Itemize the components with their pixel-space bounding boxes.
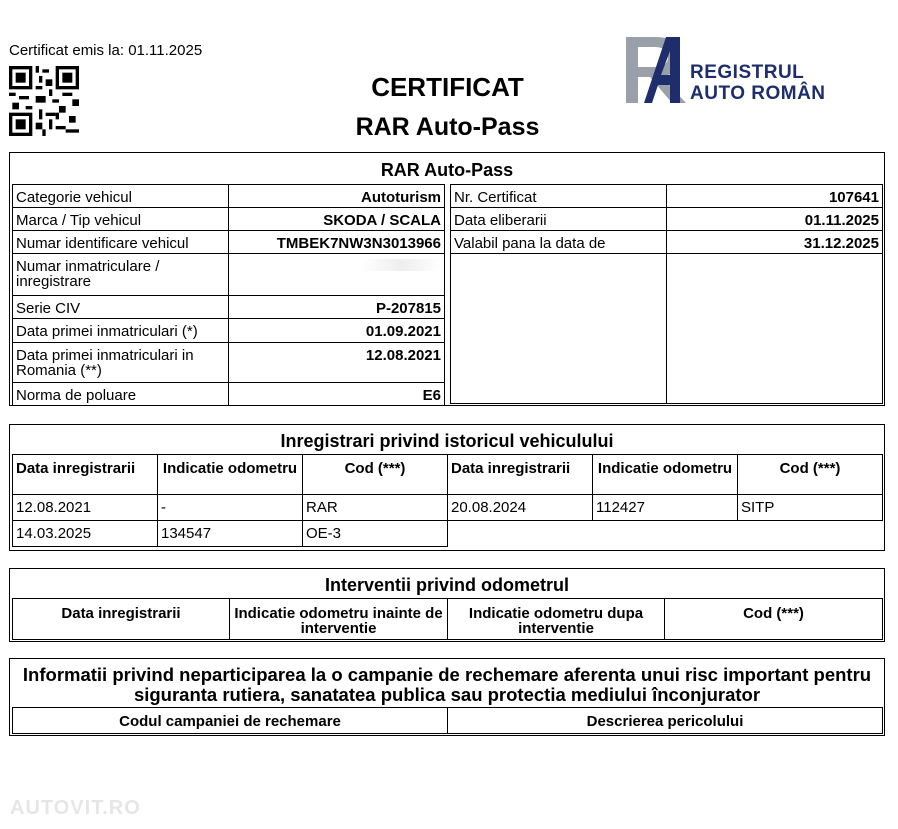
- certificate-title: CERTIFICAT: [371, 72, 524, 102]
- table-row: [13, 343, 445, 383]
- entry-code: SITP: [738, 495, 883, 521]
- table-row: [13, 383, 445, 406]
- col-header-campaign-code: Codul campaniei de rechemare: [13, 708, 448, 734]
- table-row: [13, 185, 445, 208]
- table-row: [13, 521, 883, 547]
- entry-date: 14.03.2025: [13, 521, 158, 547]
- issued-line: [9, 42, 202, 59]
- col-header-odometer: Indicatie odometru: [593, 455, 738, 495]
- empty-cell: [667, 254, 883, 404]
- col-header-description: Descrierea pericolului: [448, 708, 883, 734]
- col-header-date: Data inregistrarii: [448, 455, 593, 495]
- cell-label: Serie CIV: [13, 296, 229, 319]
- vehicle-section-title: RAR Auto-Pass: [380, 160, 514, 180]
- cell-value: 01.11.2025: [667, 208, 883, 231]
- cell-value: E6: [229, 383, 445, 406]
- col-header-date: Data inregistrarii: [13, 455, 158, 495]
- cell-label: Data eliberarii: [451, 208, 667, 231]
- entry-odometer: 112427: [593, 495, 738, 521]
- recall-table: [12, 707, 883, 734]
- cell-label: Data primei inmatriculari in Romania (**): [13, 343, 229, 383]
- cell-value: TMBEK7NW3N3013966: [229, 231, 445, 254]
- empty-cell: [448, 521, 593, 547]
- recall-header-row: [13, 708, 883, 734]
- vehicle-left-table: [12, 184, 445, 406]
- cell-label: Norma de poluare: [13, 383, 229, 406]
- table-row-empty: [451, 254, 883, 404]
- history-table: [12, 454, 883, 547]
- certificate-subtitle: RAR Auto-Pass: [355, 113, 540, 141]
- cell-label: Nr. Certificat: [451, 185, 667, 208]
- table-row: [13, 208, 445, 231]
- history-header-row: [13, 455, 883, 495]
- col-header-after: Indicatie odometru dupa interventie: [448, 599, 665, 640]
- entry-date: 20.08.2024: [448, 495, 593, 521]
- odometer-header-row: [13, 599, 883, 640]
- odometer-section-title: Interventii privind odometrul: [324, 575, 570, 595]
- recall-section-title: Informatii privind neparticiparea la o campanie de rechemare aferenta unui risc important pentru siguranta rutiera, sanatatea publica sau protectia mediului înconjurator: [22, 664, 872, 705]
- issued-label: Certificat emis la:: [9, 42, 125, 59]
- entry-date: 12.08.2021: [13, 495, 158, 521]
- table-row: [451, 185, 883, 208]
- rar-logo-text: [690, 62, 826, 104]
- cell-value-redacted: [229, 254, 445, 296]
- col-header-code: Cod (***): [665, 599, 883, 640]
- cell-value: SKODA / SCALA: [229, 208, 445, 231]
- odometer-table: [12, 598, 883, 640]
- cell-label: Marca / Tip vehicul: [13, 208, 229, 231]
- empty-cell: [738, 521, 883, 547]
- entry-code: RAR: [303, 495, 448, 521]
- table-row: [13, 231, 445, 254]
- table-row: [451, 208, 883, 231]
- cell-label: Valabil pana la data de: [451, 231, 667, 254]
- cell-label: Categorie vehicul: [13, 185, 229, 208]
- empty-cell: [593, 521, 738, 547]
- vehicle-right-table: [450, 184, 883, 404]
- col-header-before: Indicatie odometru inainte de interventie: [230, 599, 448, 640]
- table-row: [13, 254, 445, 296]
- table-row: [13, 296, 445, 319]
- cell-label: Numar inmatriculare / inregistrare: [13, 254, 229, 296]
- issued-date: 01.11.2025: [128, 42, 203, 59]
- cell-label: Numar identificare vehicul: [13, 231, 229, 254]
- table-row: [451, 231, 883, 254]
- cell-value: Autoturism: [229, 185, 445, 208]
- table-row: [13, 495, 883, 521]
- qr-code-icon: [9, 66, 79, 136]
- entry-odometer: -: [158, 495, 303, 521]
- redacted-plate: [361, 259, 441, 271]
- entry-odometer: 134547: [158, 521, 303, 547]
- logo-line1: REGISTRUL: [690, 62, 805, 83]
- watermark: AUTOVIT.RO: [10, 797, 141, 819]
- col-header-date: Data inregistrarii: [13, 599, 230, 640]
- table-row: [13, 319, 445, 343]
- cell-value: P-207815: [229, 296, 445, 319]
- cell-value: 12.08.2021: [229, 343, 445, 383]
- col-header-odometer: Indicatie odometru: [158, 455, 303, 495]
- cell-value: 01.09.2021: [229, 319, 445, 343]
- cell-value: 31.12.2025: [667, 231, 883, 254]
- logo-line2: AUTO ROMÂN: [690, 83, 826, 104]
- empty-cell: [451, 254, 667, 404]
- cell-value: 107641: [667, 185, 883, 208]
- entry-code: OE-3: [303, 521, 448, 547]
- cell-label: Data primei inmatriculari (*): [13, 319, 229, 343]
- col-header-code: Cod (***): [303, 455, 448, 495]
- col-header-code: Cod (***): [738, 455, 883, 495]
- history-section-title: Inregistrari privind istoricul vehiculului: [280, 431, 614, 451]
